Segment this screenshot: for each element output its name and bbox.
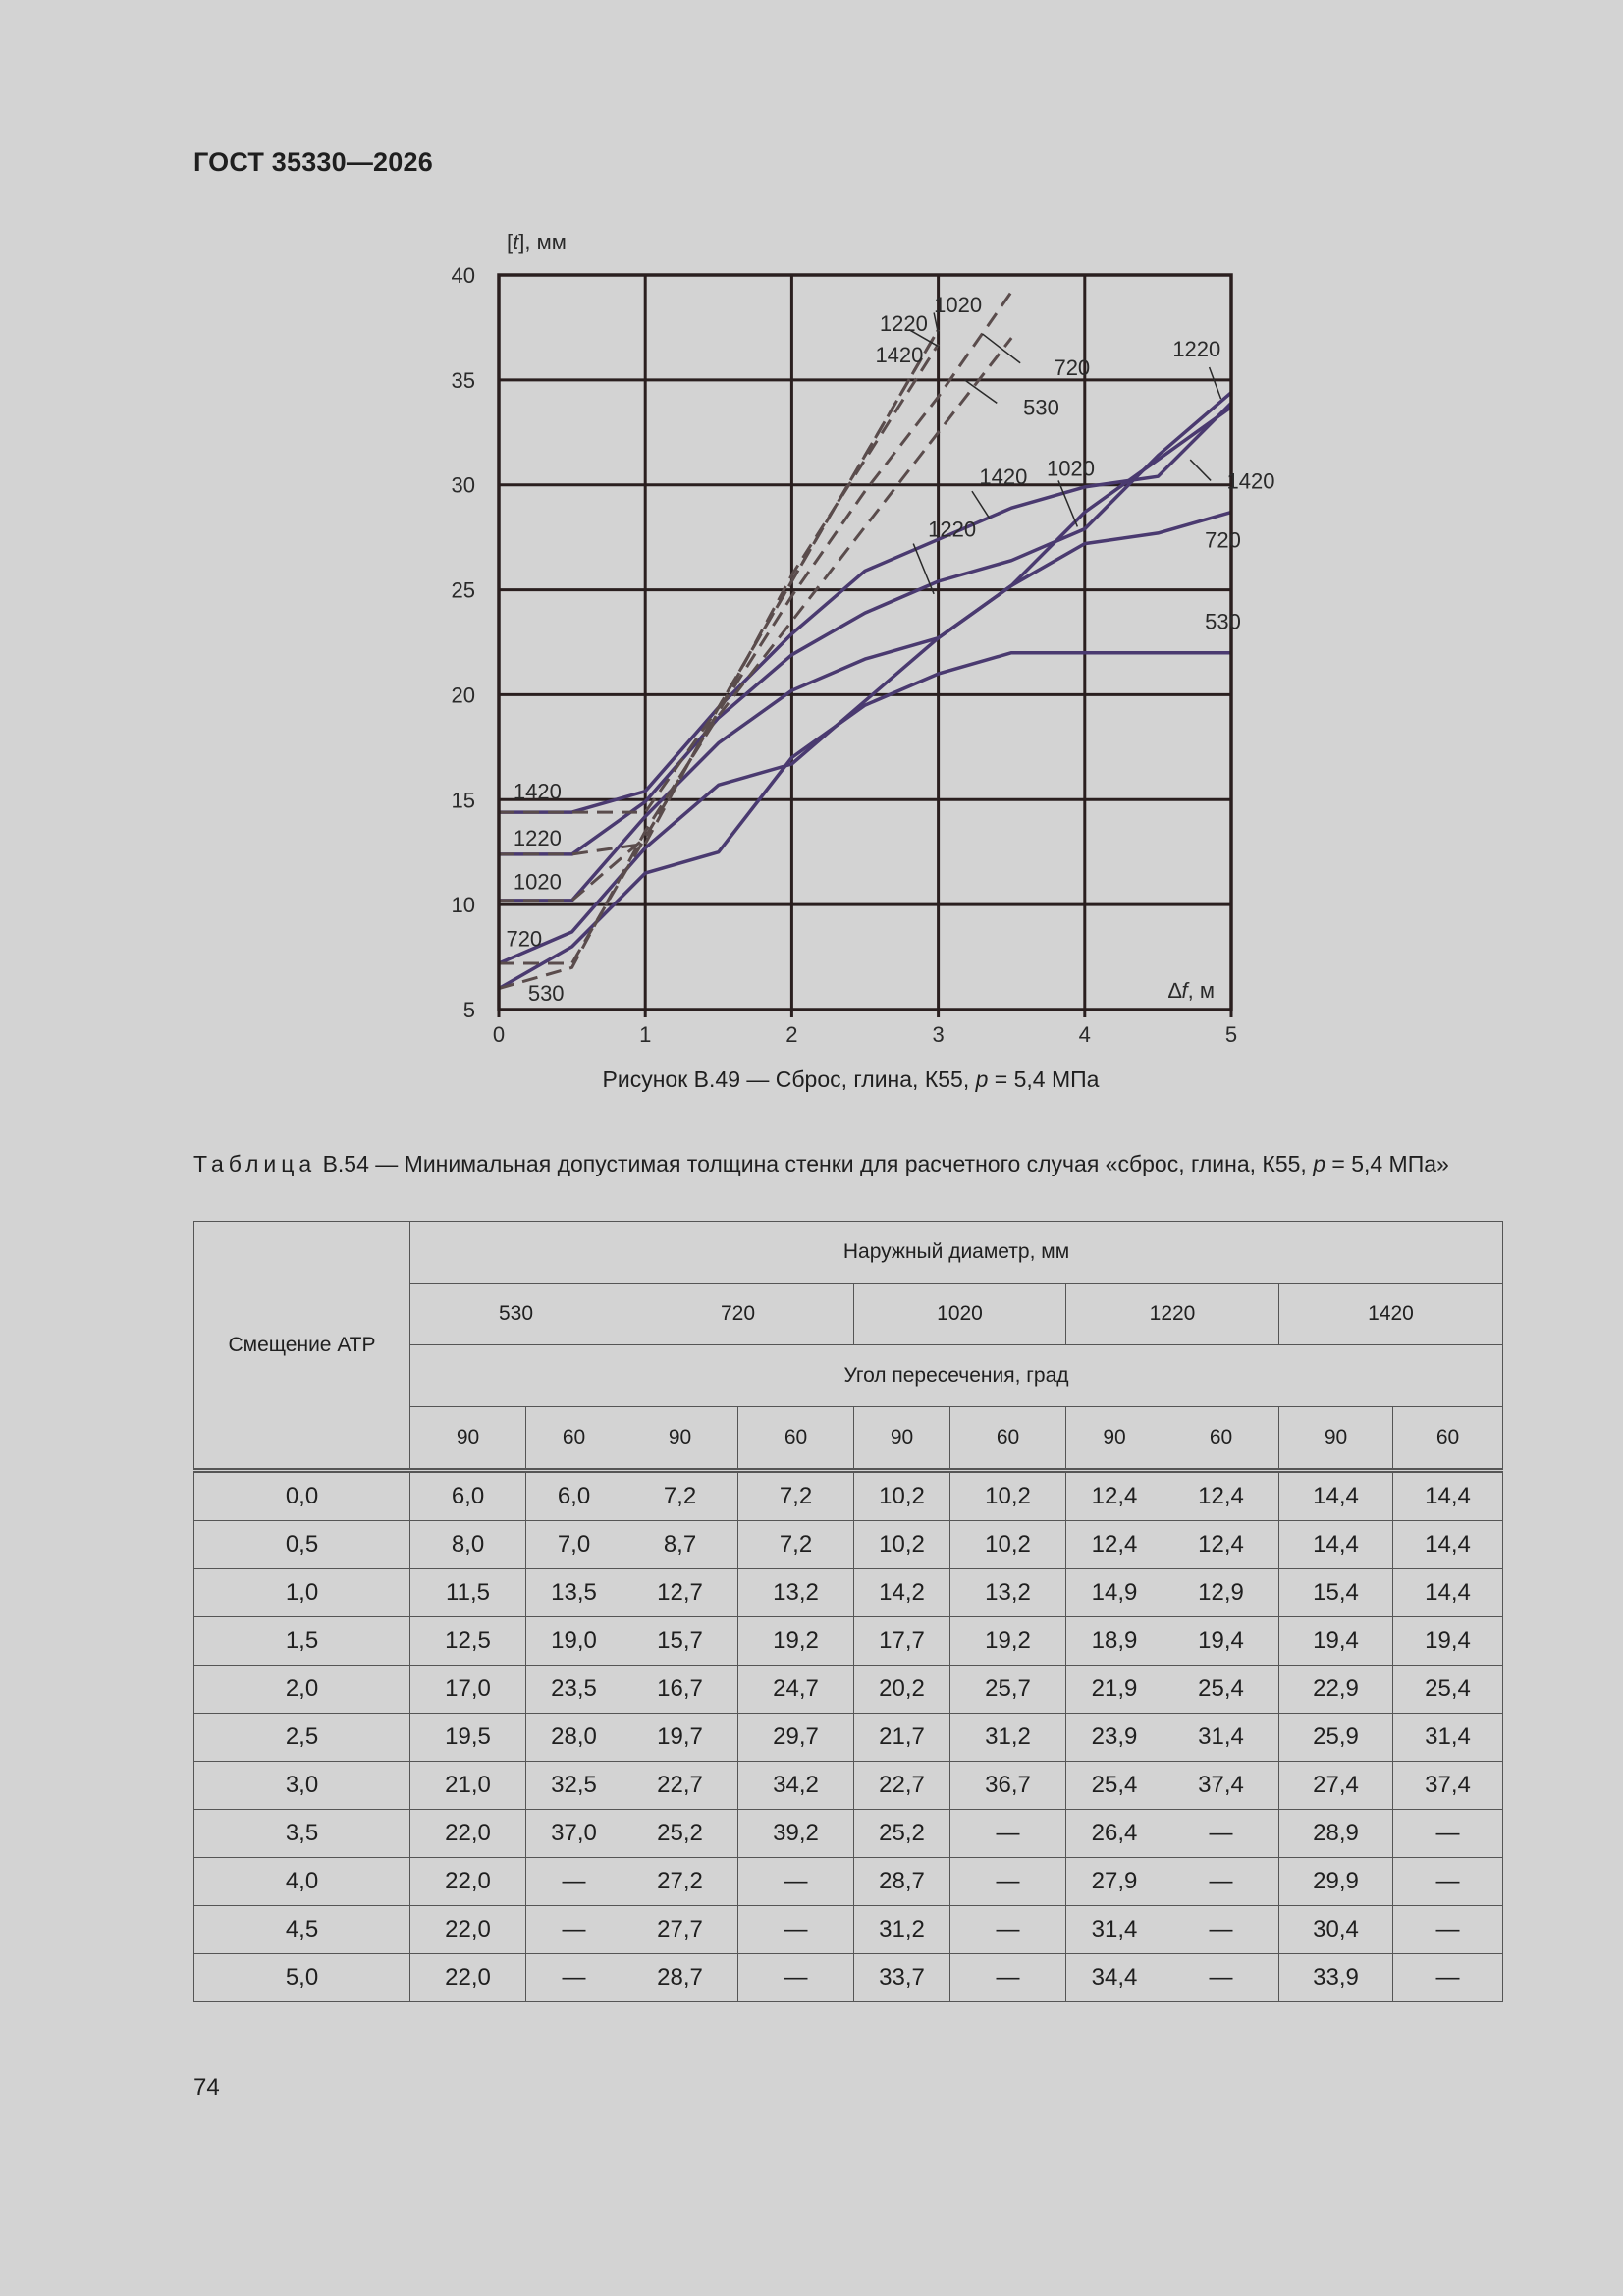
value-cell: 27,9: [1066, 1858, 1163, 1906]
value-cell: 19,5: [410, 1714, 526, 1762]
table-row: [194, 1666, 1503, 1714]
chart: [0, 0, 1623, 1061]
offset-cell: 1,0: [194, 1569, 410, 1617]
value-cell: 10,2: [950, 1521, 1066, 1569]
value-cell: 17,7: [854, 1617, 950, 1666]
value-cell: —: [1393, 1954, 1503, 2002]
label-leader-line: [1190, 460, 1211, 480]
page-number: 74: [193, 2074, 220, 2101]
curve-label-530: 530: [1023, 395, 1059, 420]
table-row: [194, 1521, 1503, 1569]
angle-header-cell: 90: [1066, 1407, 1163, 1471]
y-tick-label: 15: [451, 788, 475, 813]
offset-cell: 0,0: [194, 1471, 410, 1521]
document-header: ГОСТ 35330—2026: [193, 147, 433, 177]
value-cell: 19,0: [526, 1617, 622, 1666]
offset-cell: 4,5: [194, 1906, 410, 1954]
diameter-header-530: 530: [410, 1284, 622, 1345]
x-tick-label: 4: [1078, 1022, 1091, 1047]
data-table: [193, 1221, 1503, 2002]
value-cell: 32,5: [526, 1762, 622, 1810]
chart-series: [499, 292, 1231, 989]
value-cell: 14,4: [1279, 1471, 1393, 1521]
value-cell: 28,7: [622, 1954, 738, 2002]
table-row: [194, 1714, 1503, 1762]
label-leader-line: [964, 380, 997, 404]
curve-label-720: 720: [506, 926, 543, 952]
value-cell: 36,7: [950, 1762, 1066, 1810]
value-cell: 39,2: [738, 1810, 854, 1858]
y-tick-label: 5: [462, 998, 475, 1022]
offset-cell: 3,0: [194, 1762, 410, 1810]
figure-caption: Рисунок В.49 — Сброс, глина, К55, p = 5,4 МПа: [602, 1066, 1100, 1092]
offset-cell: 5,0: [194, 1954, 410, 2002]
table-body: [194, 1471, 1503, 2002]
angle-header-cell: 60: [738, 1407, 854, 1471]
curve-label-1420: 1420: [979, 465, 1028, 490]
value-cell: 8,0: [410, 1521, 526, 1569]
value-cell: 14,4: [1393, 1569, 1503, 1617]
value-cell: 28,9: [1279, 1810, 1393, 1858]
offset-cell: 2,0: [194, 1666, 410, 1714]
value-cell: —: [950, 1954, 1066, 2002]
curve-label-530: 530: [1205, 609, 1241, 634]
angle-header-cell: 90: [1279, 1407, 1393, 1471]
series-line-1220-90: [499, 393, 1231, 854]
value-cell: 37,4: [1393, 1762, 1503, 1810]
value-cell: 12,7: [622, 1569, 738, 1617]
series-line-1020-60: [499, 345, 939, 901]
offset-cell: 2,5: [194, 1714, 410, 1762]
value-cell: 31,4: [1393, 1714, 1503, 1762]
value-cell: 7,2: [738, 1471, 854, 1521]
value-cell: —: [526, 1954, 622, 2002]
value-cell: 22,0: [410, 1954, 526, 2002]
value-cell: 25,2: [854, 1810, 950, 1858]
value-cell: 7,2: [622, 1471, 738, 1521]
x-tick-label: 0: [492, 1022, 506, 1047]
series-line-530-60: [499, 338, 1011, 989]
value-cell: 14,4: [1393, 1521, 1503, 1569]
value-cell: —: [738, 1954, 854, 2002]
x-axis-label: ∆f, м: [1168, 978, 1215, 1003]
table-row: [194, 1617, 1503, 1666]
value-cell: 27,4: [1279, 1762, 1393, 1810]
value-cell: 37,0: [526, 1810, 622, 1858]
value-cell: 37,4: [1163, 1762, 1279, 1810]
angle-header-cell: 90: [622, 1407, 738, 1471]
value-cell: 31,2: [854, 1906, 950, 1954]
value-cell: —: [1393, 1810, 1503, 1858]
value-cell: 16,7: [622, 1666, 738, 1714]
value-cell: 23,5: [526, 1666, 622, 1714]
value-cell: 22,7: [854, 1762, 950, 1810]
value-cell: 25,9: [1279, 1714, 1393, 1762]
series-line-1220-60: [499, 330, 939, 854]
value-cell: 22,9: [1279, 1666, 1393, 1714]
curve-label-530: 530: [527, 980, 565, 1006]
curve-label-720: 720: [1054, 355, 1091, 381]
offset-cell: 0,5: [194, 1521, 410, 1569]
y-tick-label: 35: [451, 367, 475, 393]
value-cell: —: [526, 1858, 622, 1906]
angle-header-cell: 60: [1163, 1407, 1279, 1471]
value-cell: 33,7: [854, 1954, 950, 2002]
value-cell: 22,0: [410, 1906, 526, 1954]
value-cell: 22,0: [410, 1858, 526, 1906]
y-tick-label: 40: [451, 263, 475, 288]
value-cell: 6,0: [410, 1471, 526, 1521]
label-leader-line: [972, 491, 990, 519]
value-cell: —: [1393, 1858, 1503, 1906]
value-cell: 17,0: [410, 1666, 526, 1714]
table-caption-word: Таблица: [193, 1151, 317, 1176]
diameter-header-720: 720: [622, 1284, 854, 1345]
value-cell: 34,2: [738, 1762, 854, 1810]
value-cell: 13,5: [526, 1569, 622, 1617]
value-cell: 12,5: [410, 1617, 526, 1666]
value-cell: 19,4: [1163, 1617, 1279, 1666]
value-cell: 18,9: [1066, 1617, 1163, 1666]
value-cell: 19,2: [950, 1617, 1066, 1666]
value-cell: —: [950, 1858, 1066, 1906]
y-tick-label: 30: [451, 472, 475, 498]
curve-label-1220: 1220: [1172, 336, 1221, 361]
value-cell: 25,7: [950, 1666, 1066, 1714]
value-cell: —: [1163, 1858, 1279, 1906]
value-cell: 12,4: [1163, 1471, 1279, 1521]
value-cell: 12,4: [1066, 1521, 1163, 1569]
angle-header-cell: Угол пересечения, град: [410, 1345, 1503, 1407]
value-cell: 28,7: [854, 1858, 950, 1906]
row-header-cell: Смещение АТР: [194, 1222, 410, 1471]
value-cell: 14,4: [1279, 1521, 1393, 1569]
diameter-header-1220: 1220: [1066, 1284, 1279, 1345]
value-cell: 25,2: [622, 1810, 738, 1858]
offset-cell: 4,0: [194, 1858, 410, 1906]
value-cell: 27,7: [622, 1906, 738, 1954]
label-leader-line: [1210, 367, 1221, 399]
value-cell: 31,2: [950, 1714, 1066, 1762]
x-tick-label: 1: [639, 1022, 652, 1047]
value-cell: —: [738, 1858, 854, 1906]
y-axis-label: [t], мм: [507, 230, 567, 254]
value-cell: 29,7: [738, 1714, 854, 1762]
curve-label-1420: 1420: [513, 779, 562, 804]
curve-label-1020: 1020: [1047, 456, 1095, 481]
value-cell: 6,0: [526, 1471, 622, 1521]
table-caption: Таблица В.54 — Минимальная допустимая толщина стенки для расчетного случая «сброс, глина, К55, p = 5,4 МПа»: [193, 1151, 1449, 1176]
value-cell: 10,2: [854, 1521, 950, 1569]
label-leader-line: [1058, 480, 1077, 526]
value-cell: 29,9: [1279, 1858, 1393, 1906]
table-row: [194, 1471, 1503, 1521]
value-cell: —: [1163, 1810, 1279, 1858]
series-line-1420-90: [499, 403, 1231, 812]
value-cell: 19,4: [1279, 1617, 1393, 1666]
angle-header-cell: 60: [950, 1407, 1066, 1471]
value-cell: 7,2: [738, 1521, 854, 1569]
value-cell: 14,4: [1393, 1471, 1503, 1521]
value-cell: 19,7: [622, 1714, 738, 1762]
x-tick-label: 3: [932, 1022, 945, 1047]
series-line-720-90: [499, 513, 1231, 964]
curve-label-1020: 1020: [513, 869, 562, 895]
value-cell: 14,9: [1066, 1569, 1163, 1617]
value-cell: 14,2: [854, 1569, 950, 1617]
value-cell: 11,5: [410, 1569, 526, 1617]
series-line-720-60: [499, 292, 1011, 963]
value-cell: 25,4: [1393, 1666, 1503, 1714]
value-cell: —: [1393, 1906, 1503, 1954]
value-cell: 33,9: [1279, 1954, 1393, 2002]
value-cell: 19,4: [1393, 1617, 1503, 1666]
angle-header-cell: 60: [1393, 1407, 1503, 1471]
value-cell: —: [526, 1906, 622, 1954]
angle-header-cell: 60: [526, 1407, 622, 1471]
value-cell: 21,0: [410, 1762, 526, 1810]
value-cell: 15,4: [1279, 1569, 1393, 1617]
value-cell: 20,2: [854, 1666, 950, 1714]
curve-label-1020: 1020: [934, 292, 983, 317]
curve-label-1220: 1220: [879, 311, 928, 337]
value-cell: 22,0: [410, 1810, 526, 1858]
curve-label-1420: 1420: [1226, 468, 1275, 494]
x-tick-label: 5: [1224, 1022, 1238, 1047]
value-cell: 34,4: [1066, 1954, 1163, 2002]
x-tick-label: 2: [785, 1022, 798, 1047]
y-tick-label: 20: [451, 683, 475, 708]
chart-labels: [452, 230, 1275, 1047]
value-cell: 13,2: [950, 1569, 1066, 1617]
table-row: [194, 1906, 1503, 1954]
value-cell: 21,7: [854, 1714, 950, 1762]
value-cell: 25,4: [1066, 1762, 1163, 1810]
angle-header-cell: 90: [854, 1407, 950, 1471]
value-cell: —: [950, 1906, 1066, 1954]
diameter-header-1020: 1020: [854, 1284, 1066, 1345]
value-cell: 22,7: [622, 1762, 738, 1810]
value-cell: 19,2: [738, 1617, 854, 1666]
value-cell: 10,2: [950, 1471, 1066, 1521]
value-cell: 7,0: [526, 1521, 622, 1569]
curve-label-1220: 1220: [928, 517, 977, 542]
value-cell: 13,2: [738, 1569, 854, 1617]
value-cell: —: [950, 1810, 1066, 1858]
value-cell: 31,4: [1066, 1906, 1163, 1954]
value-cell: 30,4: [1279, 1906, 1393, 1954]
value-cell: 8,7: [622, 1521, 738, 1569]
value-cell: 26,4: [1066, 1810, 1163, 1858]
angle-header-cell: 90: [410, 1407, 526, 1471]
table-row: [194, 1858, 1503, 1906]
table-row: [194, 1762, 1503, 1810]
value-cell: —: [738, 1906, 854, 1954]
value-cell: —: [1163, 1906, 1279, 1954]
label-leader-line: [982, 334, 1020, 363]
value-cell: 12,4: [1163, 1521, 1279, 1569]
table-row: [194, 1569, 1503, 1617]
value-cell: 31,4: [1163, 1714, 1279, 1762]
offset-cell: 3,5: [194, 1810, 410, 1858]
curve-label-1220: 1220: [513, 825, 562, 850]
value-cell: 24,7: [738, 1666, 854, 1714]
group-header-cell: Наружный диаметр, мм: [410, 1222, 1503, 1284]
value-cell: 21,9: [1066, 1666, 1163, 1714]
value-cell: 28,0: [526, 1714, 622, 1762]
value-cell: 15,7: [622, 1617, 738, 1666]
series-line-1420-60: [499, 330, 939, 812]
table-row: [194, 1954, 1503, 2002]
curve-label-720: 720: [1205, 527, 1241, 553]
value-cell: 23,9: [1066, 1714, 1163, 1762]
offset-cell: 1,5: [194, 1617, 410, 1666]
value-cell: —: [1163, 1954, 1279, 2002]
y-tick-label: 25: [451, 577, 475, 603]
diameter-header-1420: 1420: [1279, 1284, 1503, 1345]
value-cell: 12,4: [1066, 1471, 1163, 1521]
y-tick-label: 10: [451, 893, 475, 918]
table-row: [194, 1810, 1503, 1858]
curve-label-1420: 1420: [875, 343, 924, 368]
value-cell: 25,4: [1163, 1666, 1279, 1714]
value-cell: 27,2: [622, 1858, 738, 1906]
value-cell: 12,9: [1163, 1569, 1279, 1617]
value-cell: 10,2: [854, 1471, 950, 1521]
